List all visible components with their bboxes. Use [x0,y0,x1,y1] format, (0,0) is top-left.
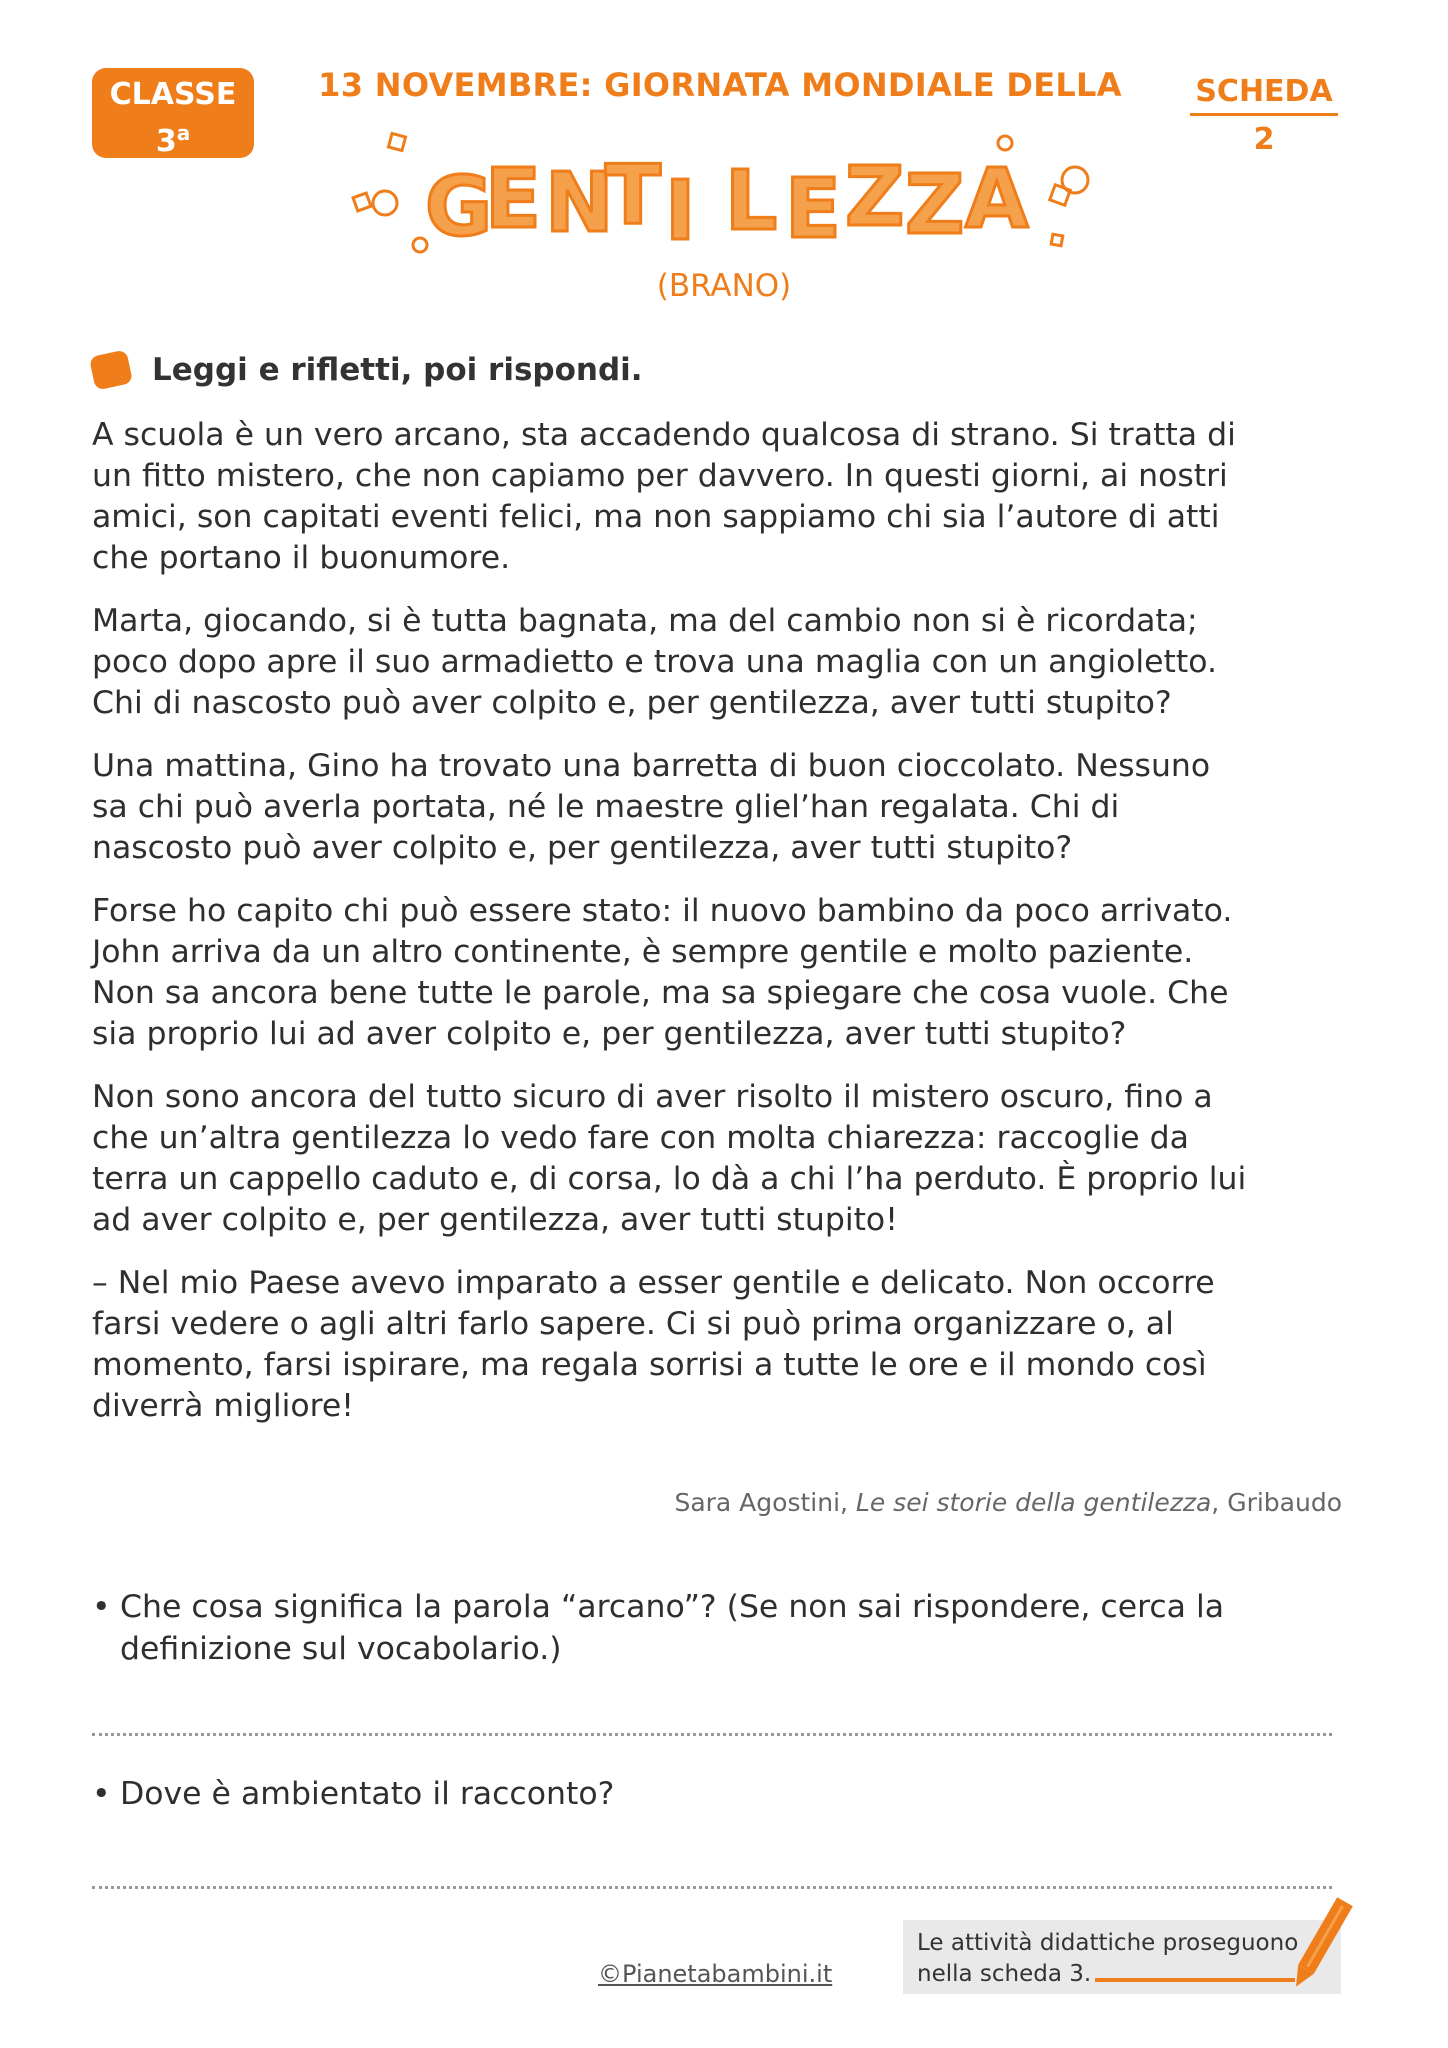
logo-letter: E [785,162,842,257]
note-line-2: nella scheda 3. [917,1961,1092,1987]
logo-letter: I [665,164,696,259]
source-credit [674,1488,1342,1517]
story-paragraph: Una mattina, Gino ha trovato una barretta di buon cioccolato. Nessuno sa chi può averla portata, né le maestre gliel’han regalata. Chi di nascosto può aver colpito e, per gentilezza, aver tutti stupito? [92,748,1211,866]
answer-line-2[interactable] [92,1886,1332,1889]
story-paragraph: Marta, giocando, si è tutta bagnata, ma del cambio non si è ricordata; poco dopo apre il suo armadietto e trova una maglia con un angioletto. Chi di nascosto può aver colpito e, per gentilezza, aver tutti stupito? [92,603,1217,721]
gentilezza-logo [340,125,1100,265]
logo-letter: L [725,154,778,249]
question-1: • Che cosa significa la parola “arcano”? (Se non sai rispondere, cerca la definizione sul vocabolario.) [92,1586,1352,1670]
instruction-text: Leggi e rifletti, poi rispondi. [152,352,643,388]
logo-letter: Z [845,150,905,245]
class-sup: a [176,121,191,145]
logo-letter: A [965,152,1029,247]
story-text [92,415,1362,1449]
logo-letter: Z [905,158,965,253]
instruction-bullet-icon [89,349,133,390]
answer-line-1[interactable] [92,1733,1332,1736]
header-title: 13 NOVEMBRE: GIORNATA MONDIALE DELLA [318,66,1122,104]
continuation-note [903,1920,1341,1994]
logo-letter: G [425,160,493,255]
class-value: 3 [155,124,177,159]
subtitle: (BRANO) [656,268,792,304]
question-2: • Dove è ambientato il racconto? [92,1773,1352,1815]
story-paragraph: A scuola è un vero arcano, sta accadendo qualcosa di strano. Si tratta di un fitto mistero, che non capiamo per davvero. In questi giorni, ai nostri amici, son capitati eventi felici, ma non sappiamo chi sia l’autore di atti che portano il buonumore. [92,417,1236,576]
story-paragraph: Forse ho capito chi può essere stato: il nuovo bambino da poco arrivato. John arriva da un altro continente, è sempre gentile e molto paziente. Non sa ancora bene tutte le parole, ma sa spiegare che cosa vuole. Che sia proprio lui ad aver colpito e, per gentilezza, aver tutti stupito? [92,893,1233,1052]
logo-letter: N [545,156,614,251]
credit-author: Sara Agostini, [674,1488,848,1517]
class-label: CLASSE [109,77,237,112]
sheet-marker [1190,74,1338,157]
logo-letter: E [485,152,542,247]
class-badge [92,68,254,158]
story-paragraph: Non sono ancora del tutto sicuro di aver risolto il mistero oscuro, fino a che un’altra gentilezza lo vedo fare con molta chiarezza: raccoglie da terra un cappello caduto e, di corsa, lo dà a chi l’ha perduto. È proprio lui ad aver colpito e, per gentilezza, aver tutti stupito! [92,1079,1247,1238]
pencil-icon [1285,1890,1355,2000]
credit-publisher: , Gribaudo [1211,1488,1342,1517]
story-paragraph: – Nel mio Paese avevo imparato a esser gentile e delicato. Non occorre farsi vedere o agli altri farlo sapere. Ci si può prima organizzare o, al momento, farsi ispirare, ma regala sorrisi a tutte le ore e il mondo così diverrà migliore! [92,1265,1215,1424]
site-link[interactable]: ©Pianetabambini.it [598,1960,833,1988]
note-underline [1095,1978,1295,1982]
instruction [92,352,643,388]
credit-book: Le sei storie della gentilezza [855,1488,1212,1517]
logo-letter: T [605,148,661,243]
note-line-1: Le attività didattiche proseguono [917,1930,1299,1956]
sheet-label: SCHEDA [1190,74,1338,116]
sheet-number: 2 [1253,122,1275,157]
